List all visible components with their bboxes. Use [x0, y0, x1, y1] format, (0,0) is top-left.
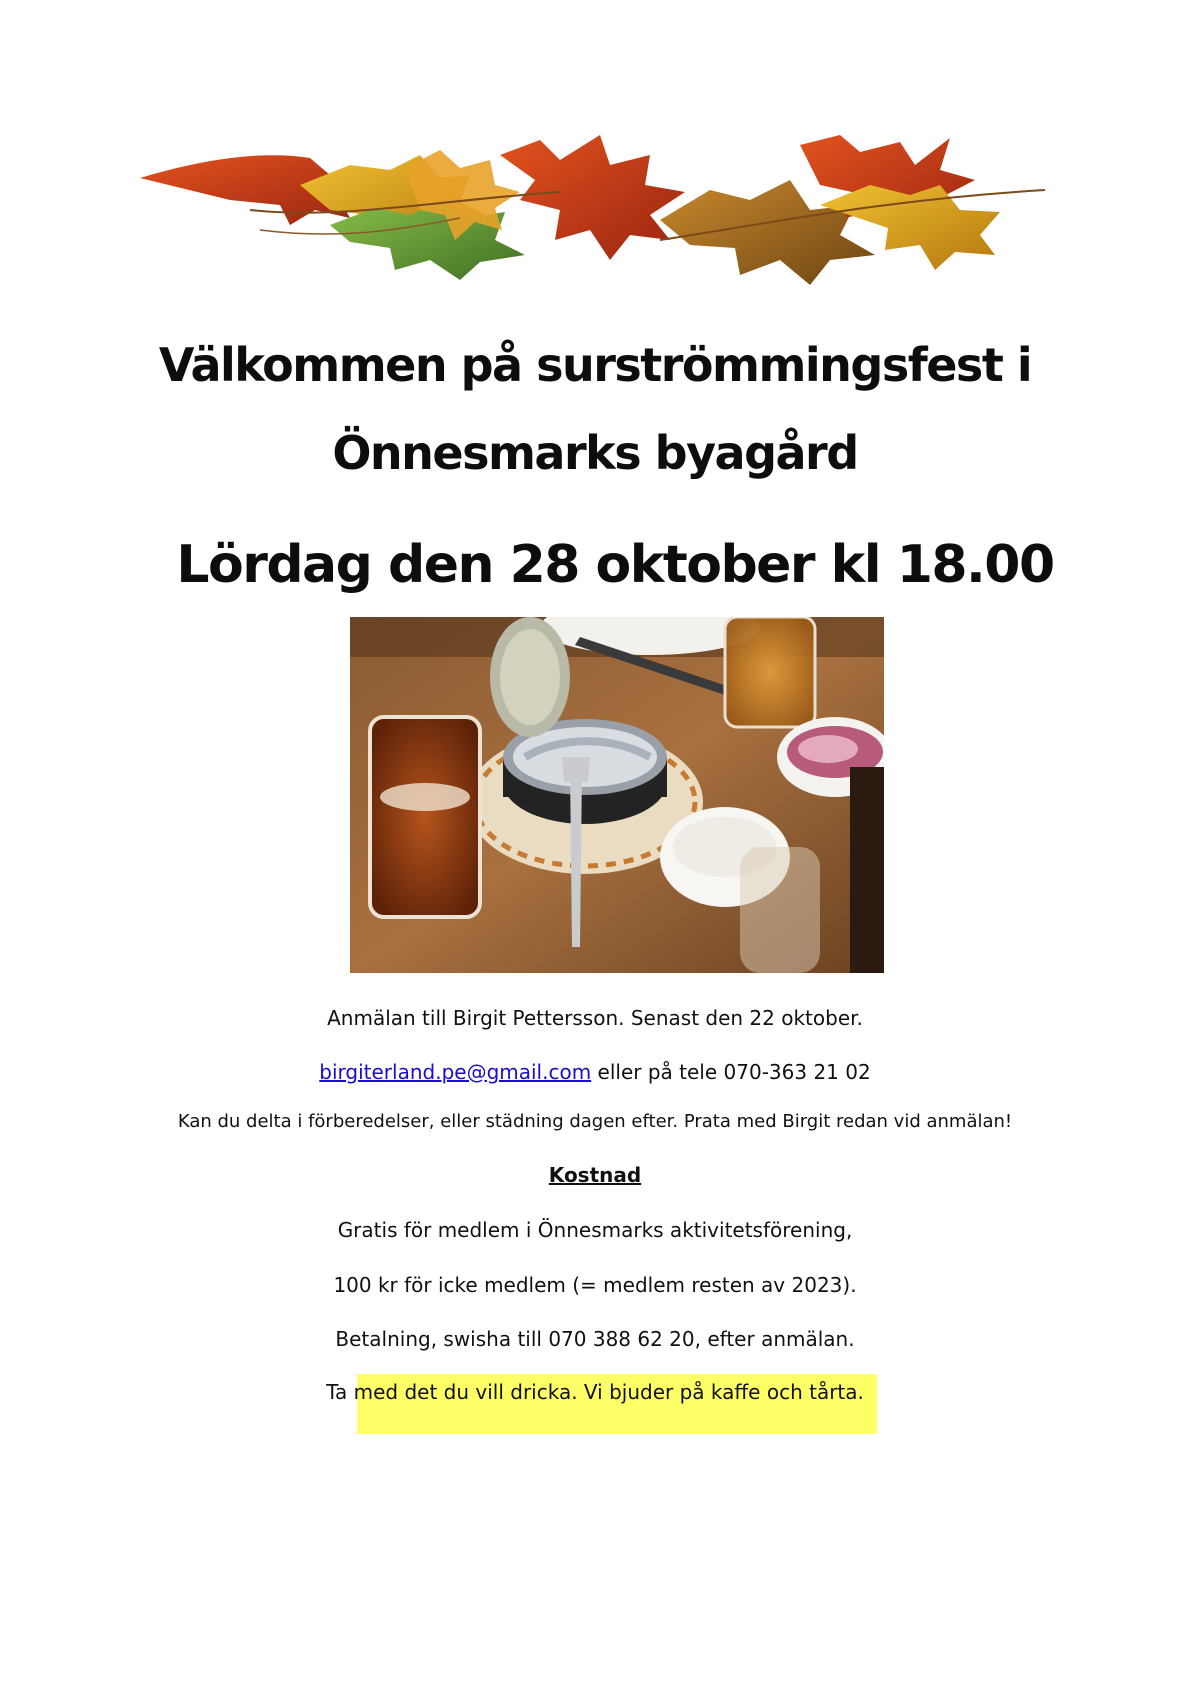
autumn-leaves-banner [140, 130, 1050, 290]
drinks-note: Ta med det du vill dricka. Vi bjuder på kaffe och tårta. [326, 1380, 864, 1404]
email-link[interactable]: birgiterland.pe@gmail.com [319, 1060, 592, 1084]
page-title-line-1: Välkommen på surströmmingsfest i [158, 338, 1032, 392]
event-date-time: Lördag den 28 oktober kl 18.00 [176, 535, 1054, 595]
payment-info: Betalning, swisha till 070 388 62 20, efter anmälan. [335, 1327, 855, 1351]
surstromming-photo [350, 617, 884, 973]
leaves-icon [140, 130, 1050, 290]
cost-members: Gratis för medlem i Önnesmarks aktivitetsförening, [337, 1218, 853, 1242]
cost-non-members: 100 kr för icke medlem (= medlem resten av 2023). [333, 1273, 857, 1297]
contact-line [0, 1060, 1190, 1084]
help-request: Kan du delta i förberedelser, eller städning dagen efter. Prata med Birgit redan vid anmälan! [177, 1111, 1013, 1132]
page-title-line-2: Önnesmarks byagård [332, 426, 858, 480]
phone-info: eller på tele 070-363 21 02 [591, 1060, 871, 1084]
signup-info: Anmälan till Birgit Pettersson. Senast den 22 oktober. [327, 1006, 863, 1030]
surstromming-table-icon [350, 617, 884, 973]
cost-heading: Kostnad [548, 1163, 642, 1187]
